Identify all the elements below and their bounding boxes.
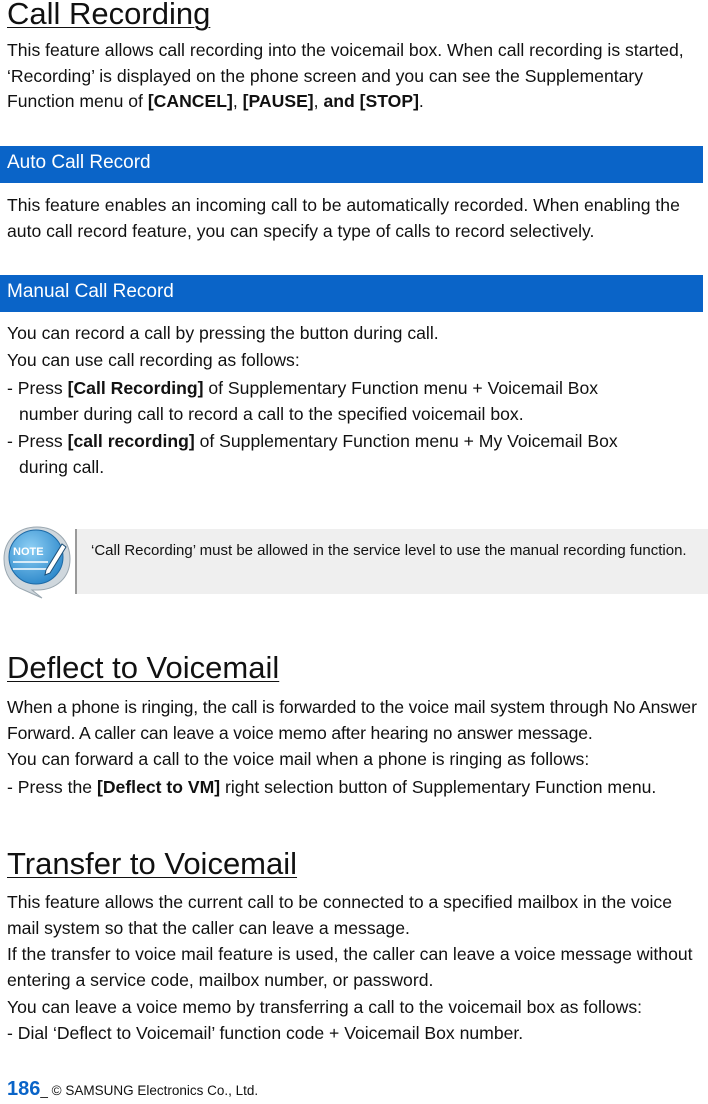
deflect-text-1: When a phone is ringing, the call is forwarded to the voice mail system through No Answer Forward. A caller can leave a voice memo after hearing no answer message.	[7, 697, 697, 743]
manual-record-line-2: You can use call recording as follows:	[7, 350, 300, 370]
manual-record-item-1: - Press [Call Recording] of Supplementary Function menu + Voicemail Box number during call to record a call to the specified voicemail box.	[7, 378, 599, 424]
subsection-bar-manual-call-record: Manual Call Record	[0, 275, 703, 312]
deflect-item: - Press the [Deflect to VM] right selection button of Supplementary Function menu.	[7, 777, 657, 797]
call-recording-intro: This feature allows call recording into the voicemail box. When call recording is started, ‘Recording’ is displayed on the phone screen and you can see the Supplementary Function menu of [CANCEL], [PAUSE], and [STOP].	[7, 40, 684, 111]
section-title-transfer-to-voicemail: Transfer to Voicemail	[7, 846, 298, 881]
subsection-bar-auto-call-record: Auto Call Record	[0, 146, 703, 183]
section-title-deflect-to-voicemail: Deflect to Voicemail	[7, 650, 280, 685]
transfer-text-3: You can leave a voice memo by transferring a call to the voicemail box as follows:	[7, 997, 642, 1017]
section-title-call-recording: Call Recording	[7, 0, 211, 31]
deflect-text-2: You can forward a call to the voice mail when a phone is ringing as follows:	[7, 749, 590, 769]
page-footer: 186_ © SAMSUNG Electronics Co., Ltd.	[7, 1078, 259, 1100]
auto-record-text: This feature enables an incoming call to be automatically recorded. When enabling the auto call record feature, you can specify a type of calls to record selectively.	[7, 195, 680, 241]
page-number: 186	[7, 1078, 41, 1100]
note-icon	[2, 524, 72, 600]
transfer-item: - Dial ‘Deflect to Voicemail’ function code + Voicemail Box number.	[7, 1023, 524, 1043]
note-box: ‘Call Recording’ must be allowed in the service level to use the manual recording function.	[75, 529, 708, 594]
manual-record-line-1: You can record a call by pressing the button during call.	[7, 323, 439, 343]
transfer-text-2: If the transfer to voice mail feature is used, the caller can leave a voice message without entering a service code, mailbox number, or password.	[7, 944, 693, 990]
svg-text:NOTE: NOTE	[13, 546, 44, 558]
copyright: © SAMSUNG Electronics Co., Ltd.	[51, 1083, 259, 1098]
manual-record-item-2: - Press [call recording] of Supplementary Function menu + My Voicemail Box during call.	[7, 431, 618, 477]
transfer-text-1: This feature allows the current call to be connected to a specified mailbox in the voice mail system so that the caller can leave a message.	[7, 892, 673, 938]
